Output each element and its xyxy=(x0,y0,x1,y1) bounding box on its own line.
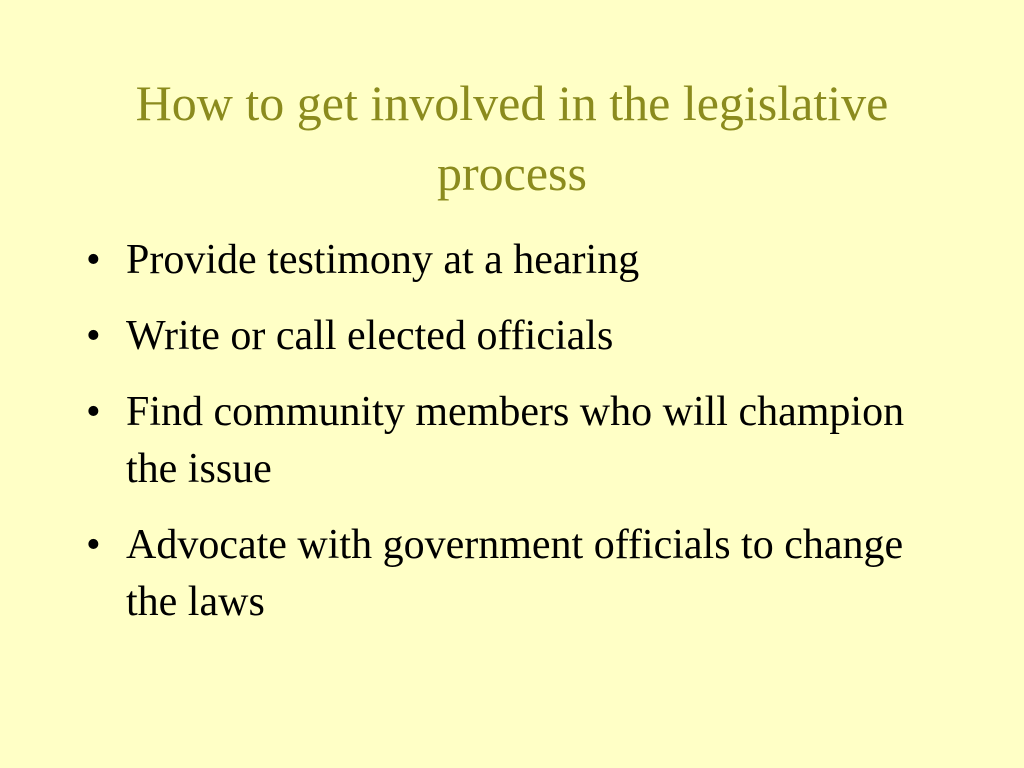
bullet-item xyxy=(84,384,944,498)
bullet-icon: • xyxy=(86,313,101,359)
slide-title: How to get involved in the legislative process xyxy=(135,75,889,201)
bullet-text: Provide testimony at a hearing xyxy=(126,237,640,283)
bullet-list xyxy=(84,232,944,650)
bullet-icon: • xyxy=(86,237,101,283)
bullet-item xyxy=(84,517,944,631)
bullet-text: Find community members who will champion the issue xyxy=(126,389,905,492)
bullet-icon: • xyxy=(86,389,101,435)
bullet-item xyxy=(84,232,944,289)
bullet-item xyxy=(84,308,944,365)
bullet-text: Write or call elected officials xyxy=(126,313,614,359)
bullet-text: Advocate with government officials to change the laws xyxy=(126,522,904,625)
bullet-icon: • xyxy=(86,522,101,568)
